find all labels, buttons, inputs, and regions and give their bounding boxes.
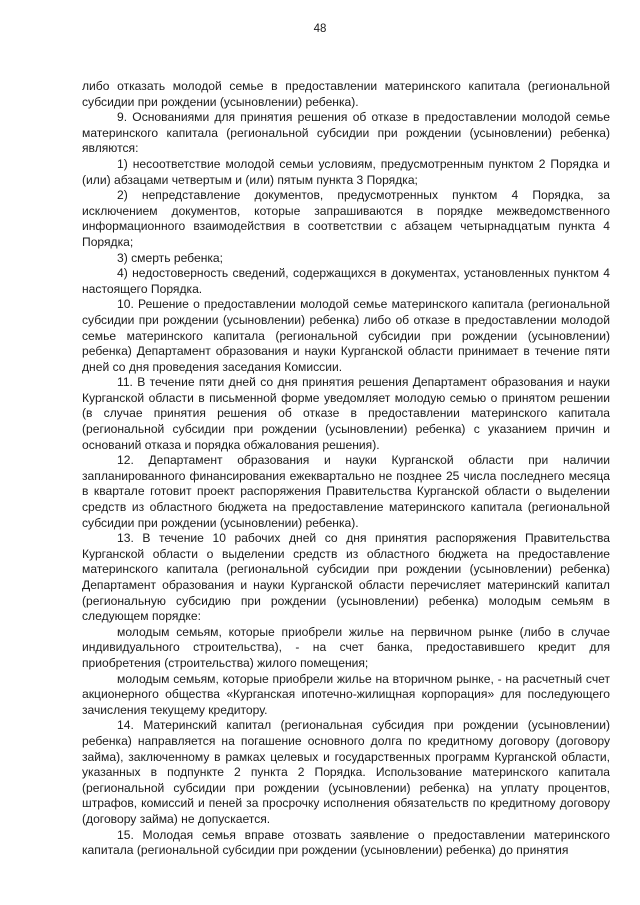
paragraph-clause-12: 12. Департамент образования и науки Курганской области при наличии запланированного финансирования ежеквартально не позднее 25 числа последнего месяца в квартале готовит проект распоряжения Правительства Курганской области о выделении средств из областного бюджета на предоставление материнского капитала (региональной субсидии при рождении (усыновлении) ребенка). <box>82 453 610 530</box>
document-body <box>82 79 610 859</box>
paragraph-continuation: либо отказать молодой семье в предоставлении материнского капитала (региональной субсидии при рождении (усыновлении) ребенка). <box>82 79 610 109</box>
paragraph-item-2: 2) непредставление документов, предусмотренных пунктом 4 Порядка, за исключением документов, которые запрашиваются в порядке межведомственного информационного взаимодействия в соответствии с абзацем четырнадцатым пункта 4 Порядка; <box>82 188 610 249</box>
paragraph-clause-10: 10. Решение о предоставлении молодой семье материнского капитала (региональной субсидии при рождении (усыновлении) ребенка) либо об отказе в предоставлении молодой семье материнского капитала (региональной субсидии при рождении (усыновлении) ребенка) Департамент образования и науки Курганской области принимает в течение пяти дней со дня проведения заседания Комиссии. <box>82 297 610 374</box>
paragraph-item-3: 3) смерть ребенка; <box>117 250 224 265</box>
page-number: 48 <box>313 23 327 35</box>
paragraph-primary-market: молодым семьям, которые приобрели жилье на первичном рынке (либо в случае индивидуального строительства), - на счет банка, предоставившего кредит для приобретения (строительства) жилого помещения; <box>82 624 610 670</box>
paragraph-item-4: 4) недостоверность сведений, содержащихся в документах, установленных пунктом 4 настоящего Порядка. <box>82 266 610 296</box>
paragraph-secondary-market: молодым семьям, которые приобрели жилье на вторичном рынке, - на расчетный счет акционерного общества «Курганская ипотечно-жилищная корпорация» для последующего зачисления текущему кредитору. <box>82 671 610 717</box>
paragraph-clause-13: 13. В течение 10 рабочих дней со дня принятия распоряжения Правительства Курганской области о выделении средств из областного бюджета на предоставление материнского капитала (региональной субсидии при рождении (усыновлении) ребенка) Департамент образования и науки Курганской области перечисляет материнский капитал (региональную субсидию при рождении (усыновлении) ребенка) молодым семьям в следующем порядке: <box>82 531 610 624</box>
paragraph-clause-11: 11. В течение пяти дней со дня принятия решения Департамент образования и науки Курганской области в письменной форме уведомляет молодую семью о принятом решении (в случае принятия решения об отказе в предоставлении материнского капитала (региональной субсидии при рождении (усыновлении) ребенка) с указанием причин и оснований отказа и порядка обжалования решения). <box>82 375 610 452</box>
paragraph-clause-14: 14. Материнский капитал (региональная субсидия при рождении (усыновлении) ребенка) направляется на погашение основного долга по кредитному договору (договору займа), заключенному в рамках целевых и государственных программ Курганской области, указанных в подпункте 2 пункта 2 Порядка. Использование материнского капитала (региональной субсидии при рождении (усыновлении) ребенка) на уплату процентов, штрафов, комиссий и пеней за просрочку исполнения обязательств по кредитному договору (договору займа) не допускается. <box>82 718 610 826</box>
paragraph-item-1: 1) несоответствие молодой семьи условиям, предусмотренным пунктом 2 Порядка и (или) абзацами четвертым и (или) пятым пункта 3 Порядка; <box>82 156 610 187</box>
paragraph-clause-15: 15. Молодая семья вправе отозвать заявление о предоставлении материнского капитала (региональной субсидии при рождении (усыновлении) ребенка) до принятия <box>82 827 610 858</box>
paragraph-clause-9: 9. Основаниями для принятия решения об отказе в предоставлении молодой семье материнского капитала (региональной субсидии при рождении (усыновлении) ребенка) являются: <box>82 110 610 156</box>
